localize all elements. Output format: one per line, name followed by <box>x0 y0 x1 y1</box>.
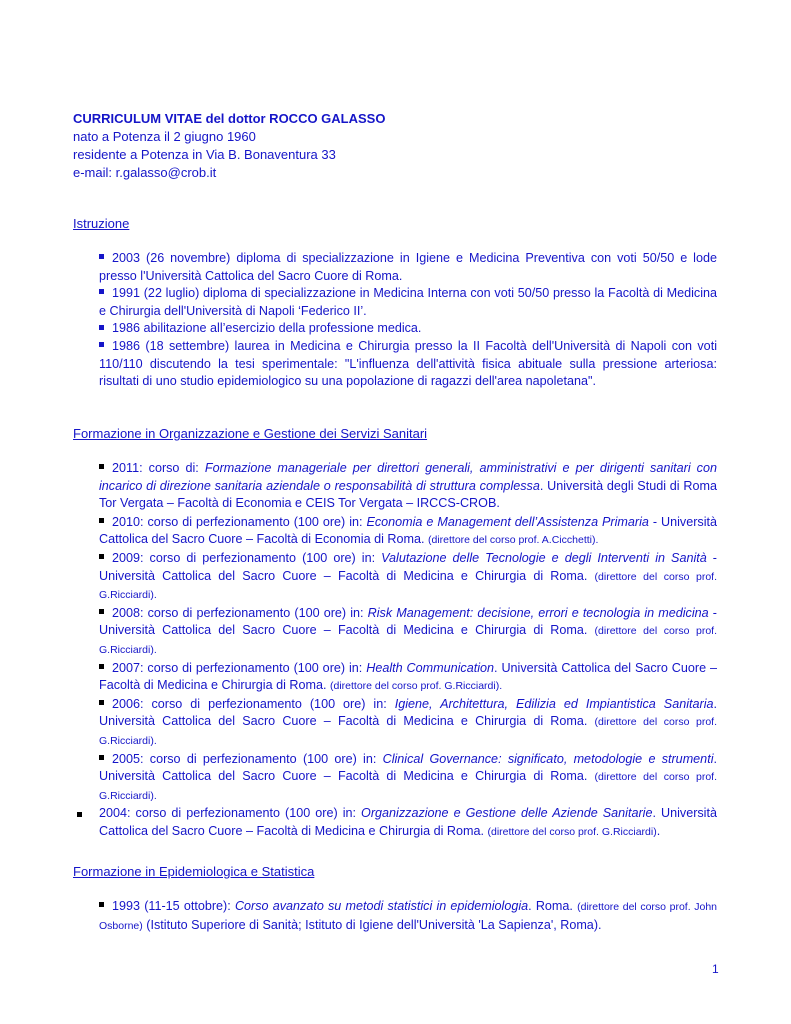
list-item: 2008: corso di perfezionamento (100 ore) in: Risk Management: decisione, errori e tecnologia in medicina - Università Cattolica del Sacro Cuore – Facoltà di Medicina e Chirurgia di Roma. (direttore del corso prof. G.Ricciardi). <box>99 605 717 656</box>
cv-header <box>73 110 385 182</box>
formazione-org-list <box>99 460 717 841</box>
istruzione-list <box>99 250 717 391</box>
cv-title: CURRICULUM VITAE del dottor ROCCO GALASSO <box>73 111 386 126</box>
bullet-icon <box>99 664 104 669</box>
list-item: 2010: corso di perfezionamento (100 ore) in: Economia e Management dell’Assistenza Primaria - Università Cattolica del Sacro Cuore – Facoltà di Economia di Roma. (direttore del corso prof. A.Cicchetti). <box>99 514 717 547</box>
list-item: 1991 (22 luglio) diploma di specializzazione in Medicina Interna con voti 50/50 presso la Facoltà di Medicina e Chirurgia dell'Università di Napoli ‘Federico II’. <box>99 286 717 318</box>
bullet-icon <box>99 254 104 259</box>
page-number: 1 <box>712 962 719 976</box>
list-item: 2007: corso di perfezionamento (100 ore) in: Health Communication. Università Cattolica del Sacro Cuore – Facoltà di Medicina e Chirurgia di Roma. (direttore del corso prof. G.Ricciardi). <box>99 660 717 693</box>
list-item: 2006: corso di perfezionamento (100 ore) in: Igiene, Architettura, Edilizia ed Impiantistica Sanitaria. Università Cattolica del Sacro Cuore – Facoltà di Medicina e Chirurgia di Roma. (direttore del corso prof. G.Ricciardi). <box>99 696 717 747</box>
bullet-icon <box>99 342 104 347</box>
list-item: 1993 (11-15 ottobre): Corso avanzato su metodi statistici in epidemiologia. Roma. (direttore del corso prof. John Osborne) (Istituto Superiore di Sanità; Istituto di Igiene dell'Università 'La Sapienza', Roma). <box>99 899 717 932</box>
formazione-epi-list <box>99 898 717 935</box>
list-item: 2011: corso di: Formazione manageriale per direttori generali, amministrativi e per dirigenti sanitari con incarico di direzione sanitaria aziendale o responsabilità di struttura complessa. Università degli Studi di Roma Tor Vergata – Facoltà di Economia e CEIS Tor Vergata – IRCCS-CROB. <box>99 461 717 511</box>
bullet-icon <box>77 812 82 817</box>
list-item: 1986 (18 settembre) laurea in Medicina e Chirurgia presso la II Facoltà dell'Università di Napoli con voti 110/110 discutendo la tesi sperimentale: "L'influenza dell'attività fisica abituale sulla pressione arteriosa: risultati di uno studio epidemiologico su una popolazione di ragazzi dell'area napoletana". <box>99 338 717 389</box>
bullet-icon <box>99 609 104 614</box>
list-item: 2004: corso di perfezionamento (100 ore) in: Organizzazione e Gestione delle Aziende Sanitarie. Università Cattolica del Sacro Cuore – Facoltà di Medicina e Chirurgia di Roma. (direttore del corso prof. G.Ricciardi). <box>77 805 717 841</box>
email-info: e-mail: r.galasso@crob.it <box>73 165 217 180</box>
section-heading-istruzione: Istruzione <box>73 216 130 231</box>
bullet-icon <box>99 755 104 760</box>
bullet-icon <box>99 902 104 907</box>
birth-info: nato a Potenza il 2 giugno 1960 <box>73 129 256 144</box>
residence-info: residente a Potenza in Via B. Bonaventura 33 <box>73 147 336 162</box>
list-item: 2003 (26 novembre) diploma di specializzazione in Igiene e Medicina Preventiva con voti 50/50 e lode presso l'Università Cattolica del Sacro Cuore di Roma. <box>99 251 717 283</box>
list-item: 2009: corso di perfezionamento (100 ore) in: Valutazione delle Tecnologie e degli Interventi in Sanità - Università Cattolica del Sacro Cuore – Facoltà di Medicina e Chirurgia di Roma. (direttore del corso prof. G.Ricciardi). <box>99 550 718 602</box>
bullet-icon <box>99 464 104 469</box>
bullet-icon <box>99 289 104 294</box>
list-item: 2005: corso di perfezionamento (100 ore) in: Clinical Governance: significato, metodologie e strumenti. Università Cattolica del Sacro Cuore – Facoltà di Medicina e Chirurgia di Roma. (direttore del corso prof. G.Ricciardi). <box>99 751 717 802</box>
section-heading-formazione-epidemiologica: Formazione in Epidemiologica e Statistica <box>73 864 315 879</box>
section-heading-formazione-organizzazione: Formazione in Organizzazione e Gestione dei Servizi Sanitari <box>73 426 428 441</box>
bullet-icon <box>99 518 104 523</box>
bullet-icon <box>99 325 104 330</box>
bullet-icon <box>99 700 104 705</box>
list-item: 1986 abilitazione all’esercizio della professione medica. <box>99 320 717 338</box>
bullet-icon <box>99 554 104 559</box>
